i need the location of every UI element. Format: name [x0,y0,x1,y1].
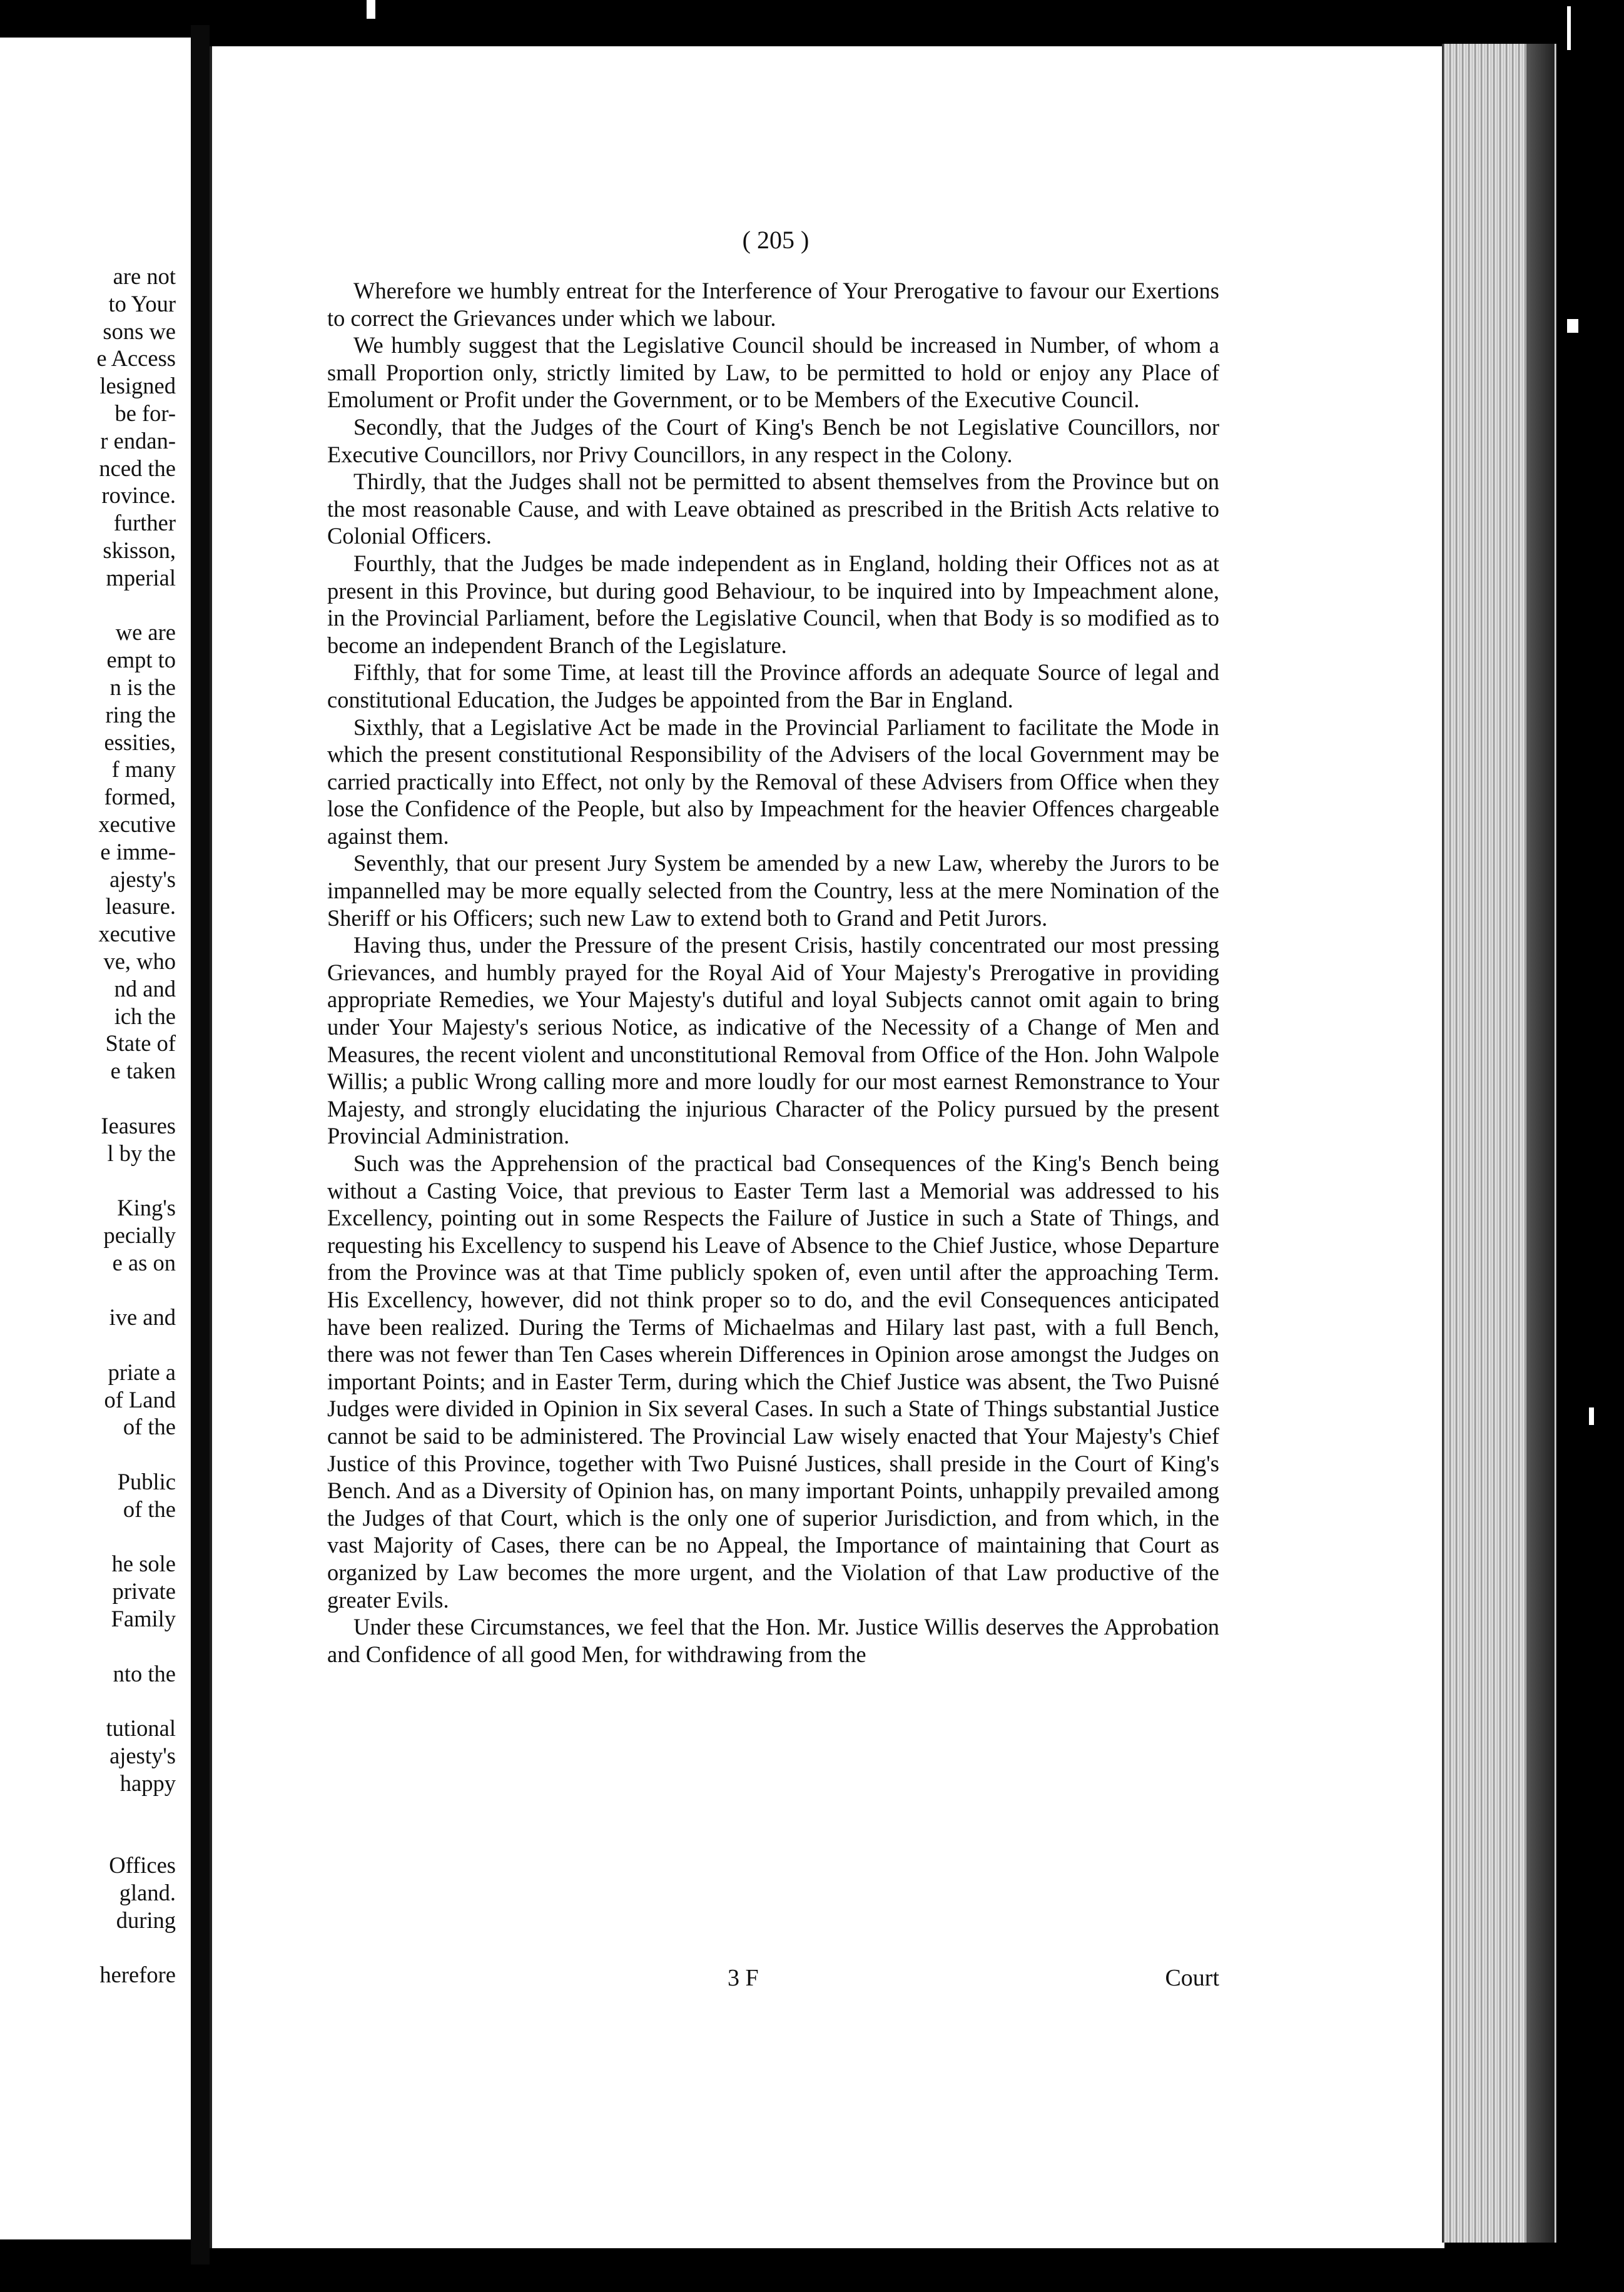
left-page-line: e imme- [100,838,176,865]
scan-speck [367,0,375,19]
left-page-line: priate a [108,1359,176,1385]
left-page-line: ich the [114,1003,176,1029]
left-page-line: ve, who [103,948,176,974]
left-page-line: xecutive [98,811,176,837]
left-page-fragment [0,38,191,2239]
left-page-line: tutional [106,1715,176,1742]
left-page-line: Ieasures [101,1112,176,1138]
left-page-line [0,1085,176,1112]
page-edge-shadow [1526,44,1555,2243]
left-page-line [0,1331,176,1359]
paragraph-thirdly: Thirdly, that the Judges shall not be permitted to absent themselves from the Province but on the most reasonable Cause, and with Leave obtained as prescribed in the British Acts relative to Colonial Officers. [327,469,1219,549]
left-page-line: e taken [110,1058,176,1084]
scan-speck [1567,319,1578,333]
paragraph-sixthly: Sixthly, that a Legislative Act be made in the Provincial Parliament to facilitate the Mode in which the present constitutional Responsibility of the Advisers of the local Government may be carried practically into Effect, not only by the Removal of these Advisers from Office when they lose the Confidence of the People, but also by Impeachment for the heavier Offences chargeable against them. [327,714,1219,849]
left-page-line [0,1687,176,1715]
left-page-line: he sole [111,1551,176,1577]
left-page-line: e Access [96,345,176,372]
left-page-text-column [0,263,176,1989]
left-page-line: mperial [106,564,176,591]
left-page-line: f many [111,756,176,783]
left-page-line: of the [123,1414,176,1440]
signature-mark: 3 F [728,1965,759,1991]
left-page-line: e as on [112,1249,176,1275]
paragraph-seventhly: Seventhly, that our present Jury System be amended by a new Law, whereby the Jurors to be impannelled may be more equally selected from the Country, less at the mere Nomination of the Sheriff or his Officers; such new Law to extend both to Grand and Petit Jurors. [327,850,1219,931]
left-page-line: leasure. [105,893,176,920]
left-page-line: private [112,1578,176,1605]
paragraph-having-thus: Having thus, under the Pressure of the present Crisis, hastily concentrated our most pressing Grievances, and humbly prayed for the Royal Aid of Your Majesty's Prerogative in providing appropriate Remedies, we Your Majesty's dutiful and loyal Subjects cannot omit again to bring under Your Majesty's serious Notice, as indicative of the Necessity of a Change of Men and Measures, the recent violent and unconstitutional Removal from Office of the Hon. John Walpole Willis; a public Wrong calling more and more loudly for our most earnest Remonstrance to Your Majesty, and strongly elucidating the injurious Character of the Policy pursued by the present Provincial Administration. [327,932,1219,1149]
paragraph-under-these: Under these Circumstances, we feel that the Hon. Mr. Justice Willis deserves the Approbation and Confidence of all good Men, for withdrawing from the [327,1614,1219,1667]
left-page-line: sons we [103,318,176,344]
left-page-line: during [116,1907,176,1933]
left-page-line: we are [115,619,176,646]
left-page-line: skisson, [103,537,176,563]
left-page-line: nto the [113,1660,176,1686]
left-page-line: ive and [109,1304,176,1331]
left-page-line: essities, [104,729,176,755]
left-page-line: empt to [106,647,176,673]
paragraph-wherefore: Wherefore we humbly entreat for the Interference of Your Prerogative to favour our Exertions to correct the Grievances under which we labour. [327,278,1219,331]
paragraph-fifthly: Fifthly, that for some Time, at least till the Province affords an adequate Source of legal and constitutional Education, the Judges be appointed from the Bar in England. [327,659,1219,712]
left-page-line: Offices [109,1852,176,1879]
left-page-line: ring the [105,701,176,728]
left-page-line: further [113,510,176,536]
left-page-line: ajesty's [109,866,176,892]
paragraph-such-was: Such was the Apprehension of the practical bad Consequences of the King's Bench being without a Casting Voice, that previous to Easter Term last a Memorial was addressed to his Excellency, pointing out in some Respects the Failure of Justice in such a State of Things, and requesting his Excellency to suspend his Leave of Absence to the Chief Justice, whose Departure from the Province was at that Time publicly spoken of, even until after the approaching Term. His Excellency, however, did not think proper so to do, and the evil Consequences anticipated have been realized. During the Terms of Michaelmas and Hilary last past, with a full Bench, there was not fewer than Ten Cases wherein Differences in Opinion arose amongst the Judges on important Points; and in Easter Term, during which the Chief Justice was absent, the Two Puisné Judges were divided in Opinion in Six several Cases. In such a State of Things substantial Justice cannot be said to be administered. The Provincial Law wisely enacted that Your Majesty's Chief Justice of this Province, together with Two Puisné Justices, shall preside in the Court of King's Bench. And as a Diversity of Opinion has, on many important Points, unhappily prevailed among the Judges of that Court, which is the only one of superior Jurisdiction, and from which, in the vast Majority of Cases, there can be no Appeal, the Importance of maintaining that Court as organized by Law becomes the more urgent, and the Violation of that Law productive of the greater Evils. [327,1150,1219,1613]
book-gutter [191,25,210,2264]
left-page-line [0,1824,176,1852]
left-page-line: formed, [104,784,176,810]
paragraph-legislative-council: We humbly suggest that the Legislative Council should be increased in Number, of whom a small Proportion only, strictly limited by Law, to be permitted to hold or enjoy any Place of Emolument or Profit under the Government, or to be Members of the Executive Council. [327,332,1219,413]
paragraph-fourthly: Fourthly, that the Judges be made independent as in England, holding their Offices not as at present in this Province, but during good Behaviour, to be inquired into by Impeachment alone, in the Provincial Parliament, before the Legislative Council, when that Body is so modified as to become an independent Branch of the Legislature. [327,550,1219,658]
left-page-line [0,1934,176,1962]
left-page-line: gland. [119,1880,176,1906]
left-page-line: are not [113,263,176,289]
left-page-line: pecially [103,1222,176,1248]
catchword: Court [1165,1965,1219,1991]
left-page-line: ajesty's [109,1743,176,1769]
left-page-line [0,1523,176,1551]
paragraph-secondly: Secondly, that the Judges of the Court of King's Bench be not Legislative Councillors, nor Executive Councillors, nor Privy Councillors, in any respect in the Colony. [327,413,1219,467]
scan-speck [1589,1407,1594,1425]
left-page-line [0,1276,176,1304]
left-page-line [0,1797,176,1825]
left-page-line [0,1441,176,1468]
left-page-line: nced the [99,455,176,481]
left-page-line: n is the [109,674,176,700]
page-number: ( 205 ) [742,226,809,254]
left-page-line: Public [117,1469,176,1495]
left-page-line: lesigned [99,373,176,399]
left-page-line: nd and [114,975,176,1001]
left-page-line [0,592,176,619]
left-page-line: happy [119,1770,176,1796]
body-text [327,277,1219,1668]
left-page-line: of Land [104,1386,176,1412]
left-page-line: rovince. [101,482,176,509]
left-page-line: herefore [99,1962,176,1988]
left-page-line [0,1167,176,1194]
left-page-line: State of [105,1030,176,1057]
left-page-line: Family [111,1606,176,1632]
scan-speck [1567,6,1571,50]
left-page-line: l by the [107,1140,176,1166]
page-footer [327,1964,1219,1993]
left-page-line: r endan- [100,427,176,454]
left-page-line: to Your [108,290,176,317]
left-page-line [0,1633,176,1660]
left-page-line: King's [117,1195,176,1221]
left-page-line: be for- [114,400,176,426]
left-page-line: xecutive [98,921,176,947]
left-page-line: of the [123,1496,176,1522]
